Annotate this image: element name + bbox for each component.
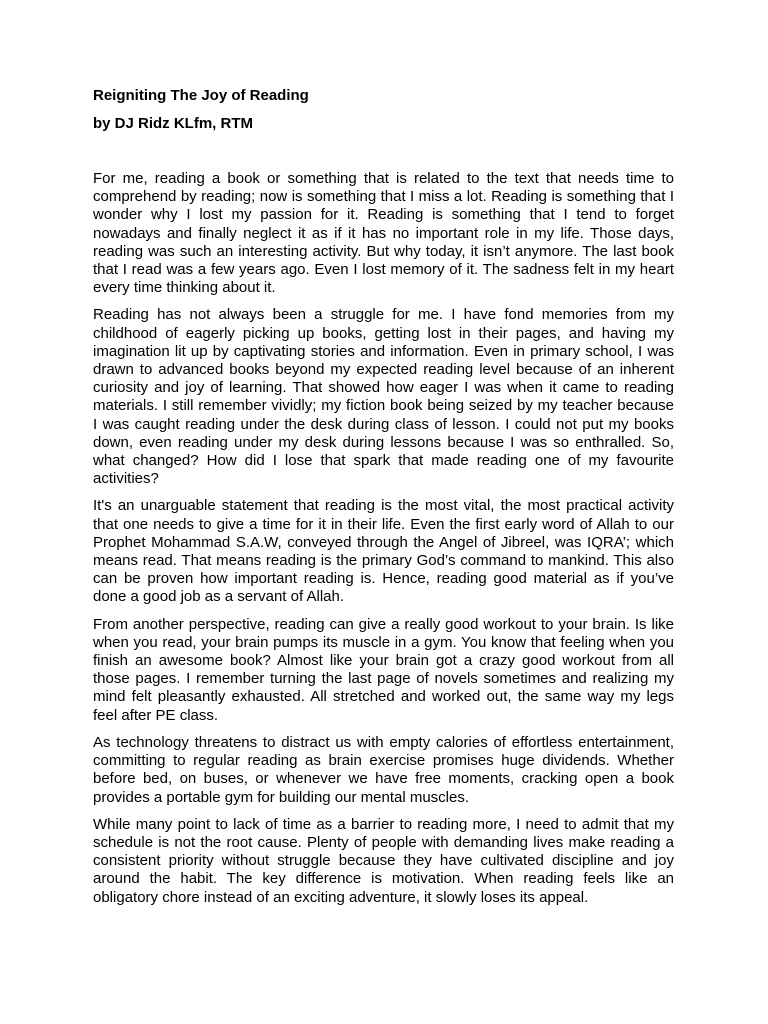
paragraph-6: While many point to lack of time as a barrier to reading more, I need to admit that my schedule is not the root cause. Plenty of people with demanding lives make reading a consistent priority without struggle because they have cultivated discipline and joy around the habit. The key difference is motivation. When reading feels like an obligatory chore instead of an exciting adventure, it slowly loses its appeal. <box>93 815 674 906</box>
paragraph-5: As technology threatens to distract us with empty calories of effortless entertainment, committing to regular reading as brain exercise promises huge dividends. Whether before bed, on buses, or whenever we have free moments, cracking open a book provides a portable gym for building our mental muscles. <box>93 733 674 806</box>
paragraph-4: From another perspective, reading can give a really good workout to your brain. Is like when you read, your brain pumps its muscle in a gym. You know that feeling when you finish an awesome book? Almost like your brain got a crazy good workout from all those pages. I remember turning the last page of novels sometimes and realizing my mind felt pleasantly exhausted. All stretched and worked out, the same way my legs feel after PE class. <box>93 615 674 724</box>
paragraph-2: Reading has not always been a struggle for me. I have fond memories from my childhood of eagerly picking up books, getting lost in their pages, and having my imagination lit up by captivating stories and information. Even in primary school, I was drawn to advanced books beyond my expected reading level because of an inherent curiosity and joy of learning. That showed how eager I was when it came to reading materials. I still remember vividly; my fiction book being seized by my teacher because I was caught reading under the desk during class of lesson. I could not put my books down, even reading under my desk during lessons because I was so enthralled. So, what changed? How did I lose that spark that made reading one of my favourite activities? <box>93 306 674 488</box>
document-title: Reigniting The Joy of Reading <box>93 87 309 104</box>
document-author: by DJ Ridz KLfm, RTM <box>93 115 253 132</box>
paragraph-3: It's an unarguable statement that reading is the most vital, the most practical activity that one needs to give a time for it in their life. Even the first early word of Allah to our Prophet Mohammad S.A.W, conveyed through the Angel of Jibreel, was IQRA’; which means read. That means reading is the primary God’s command to mankind. This also can be proven how important reading is. Hence, reading good material as if you’ve done a good job as a servant of Allah. <box>93 497 674 606</box>
document-page <box>93 86 674 916</box>
paragraph-1: For me, reading a book or something that is related to the text that needs time to comprehend by reading; now is something that I miss a lot. Reading is something that I wonder why I lost my passion for it. Reading is something that I tend to forget nowadays and finally neglect it as if it has no important role in my life. Those days, reading was such an interesting activity. But why today, it isn’t anymore. The last book that I read was a few years ago. Even I lost memory of it. The sadness felt in my heart every time thinking about it. <box>93 170 674 297</box>
